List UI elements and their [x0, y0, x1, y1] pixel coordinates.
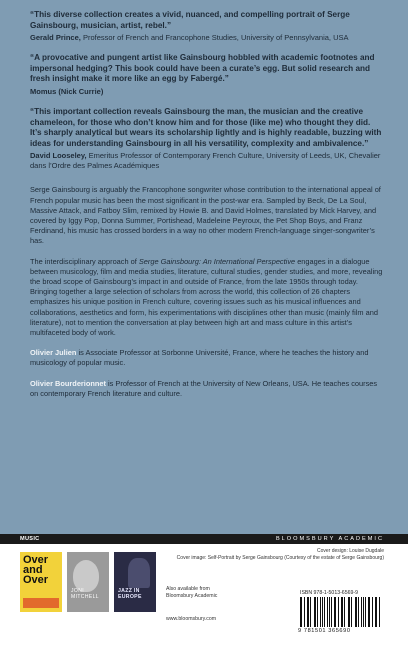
isbn: ISBN 978-1-5013-6569-9 — [300, 590, 358, 596]
book-title: Serge Gainsbourg: An International Perspective — [138, 256, 296, 266]
book-cover-joni-mitchell[interactable] — [67, 552, 109, 612]
barcode-bar — [308, 597, 309, 627]
back-cover-content — [30, 10, 384, 409]
musician-image — [128, 558, 150, 588]
barcode-bar — [358, 597, 359, 627]
editor-bio-1 — [30, 348, 384, 368]
editor-bio-2 — [30, 379, 384, 399]
endorser-affiliation: Professor of French and Francophone Studies, University of Pennsylvania, USA — [80, 33, 349, 43]
endorsement-attribution — [30, 87, 384, 97]
endorsement-3 — [30, 107, 384, 171]
paragraph-text: The interdisciplinary approach of — [30, 256, 139, 266]
cover-design-credit: Cover design: Louise Dugdale — [317, 548, 384, 554]
endorsement-attribution — [30, 33, 384, 43]
category-label: MUSIC — [20, 536, 40, 542]
barcode-bar — [372, 597, 373, 627]
book-cover-over-and-over[interactable] — [20, 552, 62, 612]
publisher-band — [0, 534, 408, 544]
book-cover-title: JONI MITCHELL — [71, 588, 99, 600]
also-available-text: Also available from Bloomsbury Academic — [166, 586, 218, 599]
endorser-name: Gerald Prince, — [30, 33, 81, 43]
barcode-bar — [324, 597, 325, 627]
cover-credits — [177, 548, 384, 561]
editor-name: Olivier Bourderionnet — [30, 378, 106, 388]
editor-name: Olivier Julien — [30, 348, 77, 358]
editor-bio-text: is Associate Professor at Sorbonne Université, France, where he teaches the history and musicology of popular music. — [30, 348, 369, 368]
book-cover-jazz-in-europe[interactable] — [114, 552, 156, 612]
editor-bio-text: is Professor of French at the University of New Orleans, USA. He teaches courses on contemporary French literature and culture. — [30, 378, 378, 398]
endorsement-1 — [30, 10, 384, 43]
endorsement-quote: “This diverse collection creates a vivid, nuanced, and compelling portrait of Serge Gainsbourg, musician, artist, rebel.” — [30, 10, 350, 30]
endorsement-2 — [30, 53, 384, 97]
endorsement-attribution — [30, 151, 384, 171]
website-link[interactable]: www.bloomsbury.com — [166, 616, 217, 622]
endorsement-quote: “A provocative and pungent artist like Gainsbourg hobbled with academic footnotes and impersonal hedging? This book could have been a curate’s egg. But solid research and fresh insight make it more like an egg by Fabergé.” — [30, 53, 375, 84]
book-cover-title: JAZZ IN EUROPE — [118, 588, 142, 600]
endorser-name: Momus (Nick Currie) — [30, 86, 104, 96]
endorser-affiliation: Emeritus Professor of Contemporary French Culture, University of Leeds, UK, Chevalier dans l’Ordre des Palmes Académiques — [30, 151, 381, 171]
barcode-bar — [341, 597, 342, 627]
cover-image-credit: Cover image: Self-Portrait by Serge Gainsbourg (Courtesy of the estate of Serge Gainsbourg) — [176, 554, 384, 561]
book-cover-title: Over and Over — [23, 554, 49, 586]
paragraph-text: engages in a dialogue between musicology, film and media studies, literature, cultural studies, gender studies, and more, revealing the broad scope of Gainsbourg’s impact in and outside of France, from the late 1950s through today. Bringing together a large selection of scholars from across the world, this collection of 26 chapters emphasizes his unique position in French culture, covering issues such as his musical influences and collaborations, aesthetics and form, his experimentations with disciplines other than music (mainly film and literature), not to mention the conversation at play between high art and mass culture in this artist’s multifaceted body of work. — [30, 256, 383, 337]
barcode-number: 9 781501 365690 — [298, 628, 351, 634]
book-cover-stripe — [23, 598, 59, 608]
description-paragraph-2 — [30, 257, 384, 339]
publisher-panel — [0, 534, 408, 648]
publisher-name: BLOOMSBURY ACADEMIC — [275, 536, 384, 542]
endorsement-quote: “This important collection reveals Gainsbourg the man, the musician and the creative chameleon, for those who don’t know him and for those (like me) who thought they did. It’s sharply analytical but wears its scholarship lightly and is highly readable, buzzing with ideas for understanding Gainsbourg in all his versatility, complexity and ambivalence.” — [30, 106, 382, 148]
barcode — [300, 597, 382, 627]
endorser-name: David Looseley, — [30, 151, 87, 161]
description-paragraph-1: Serge Gainsbourg is arguably the Francophone songwriter whose contribution to the international appeal of French popular music has been the most significant in the post-war era. Sampled by Beck, De La Soul, Massive Attack, and Fatboy Slim, remixed by Howie B. and David Holmes, translated by Mick Harvey, and covered by Iggy Pop, Donna Summer, Portishead, Madeleine Peyroux, the Pet Shop Boys, and Franz Ferdinand, his music has crossed borders in a way no other modern French-language singer-songwriter’s has. — [30, 185, 381, 246]
